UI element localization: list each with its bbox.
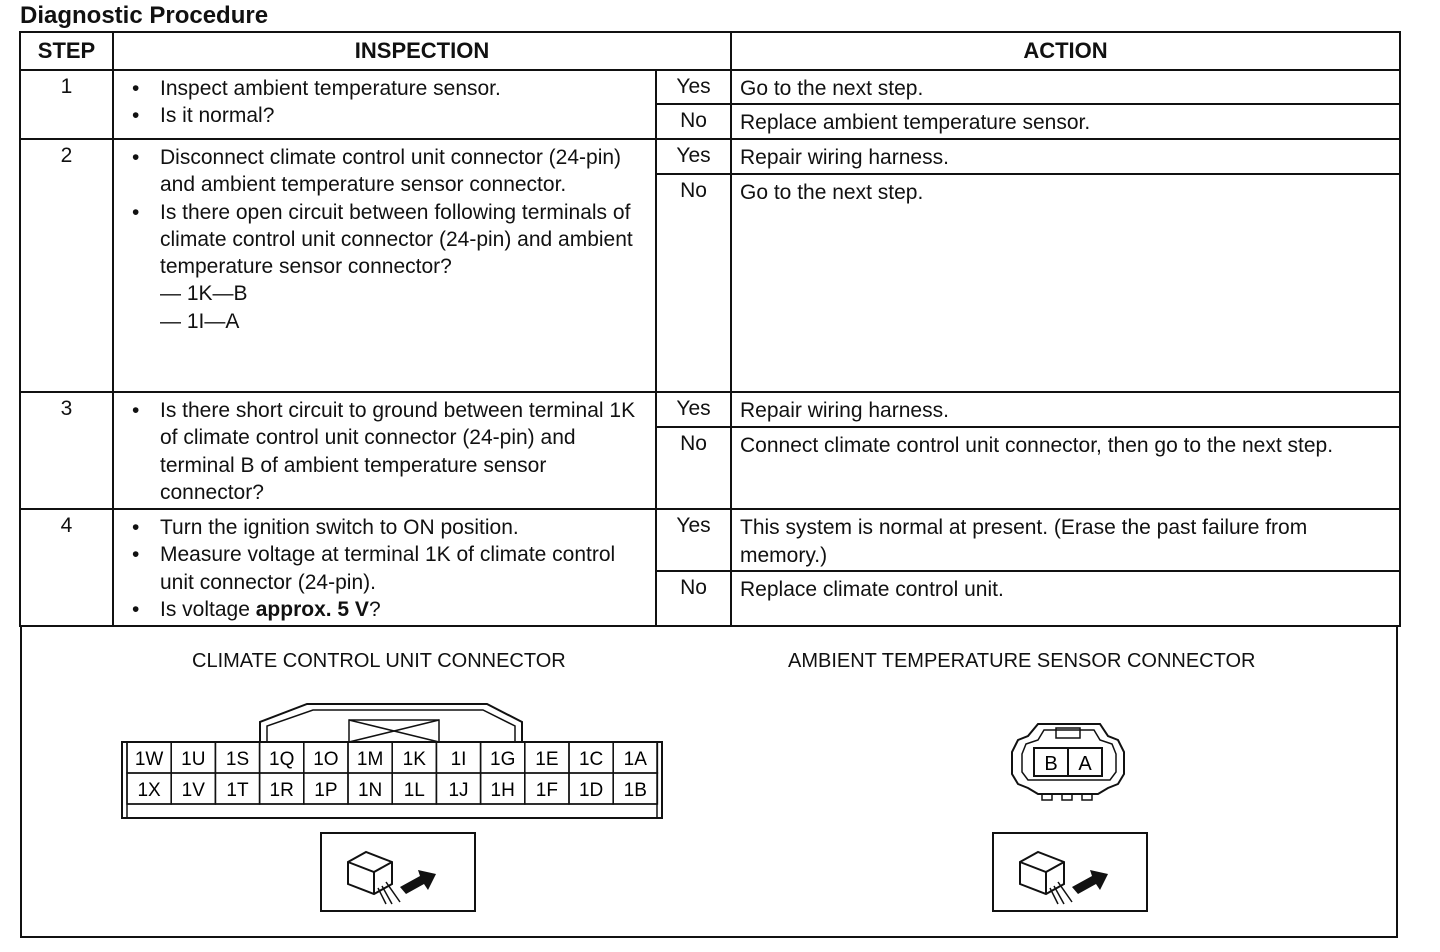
inspection-text: Is there open circuit between following terminals of climate control unit connector (24-pin) and ambient temperature sensor connector? — [160, 200, 633, 279]
ccu-terminal-label: 1U — [181, 749, 206, 770]
page-title: Diagnostic Procedure — [20, 2, 269, 29]
ccu-connector-diagram — [117, 698, 673, 824]
ccu-terminal-label: 1G — [490, 749, 516, 770]
yes-action: This system is normal at present. (Erase the past failure from memory.) — [731, 509, 1400, 571]
step-number: 2 — [20, 139, 113, 392]
step-number: 1 — [20, 70, 113, 139]
header-step: STEP — [20, 32, 113, 70]
inspection-item: • Inspect ambient temperature sensor. — [128, 75, 649, 102]
ccu-terminal-label: 1R — [269, 780, 294, 801]
inspection-cell — [113, 70, 656, 139]
ccu-terminal-label: 1N — [357, 780, 383, 801]
inspection-text: ? — [368, 598, 381, 622]
inspection-item: • Measure voltage at terminal 1K of climate control unit connector (24-pin). — [128, 541, 649, 596]
ats-terminal-label: B — [1044, 753, 1058, 775]
no-action: Replace ambient temperature sensor. — [731, 104, 1400, 139]
yes-action: Repair wiring harness. — [731, 392, 1400, 427]
ccu-terminal-label: 1Q — [269, 749, 295, 770]
connector-figure-panel — [20, 626, 1398, 938]
inspection-text: Is voltage — [160, 598, 256, 622]
table-row — [20, 392, 1400, 427]
no-label: No — [656, 174, 731, 392]
ccu-terminal-label: 1I — [450, 749, 467, 770]
diagnostic-table — [19, 31, 1401, 627]
ccu-terminal-label: 1M — [356, 749, 384, 770]
ccu-terminal-label: 1X — [137, 780, 161, 801]
table-row — [20, 139, 1400, 174]
no-action: Replace climate control unit. — [731, 571, 1400, 626]
ccu-terminal-label: 1B — [623, 780, 647, 801]
yes-label: Yes — [656, 139, 731, 174]
yes-action: Go to the next step. — [731, 70, 1400, 104]
ccu-terminal-label: 1W — [134, 749, 164, 770]
ccu-terminal-label: 1H — [490, 780, 515, 801]
yes-action: Repair wiring harness. — [731, 139, 1400, 174]
header-inspection: INSPECTION — [113, 32, 731, 70]
ccu-terminal-label: 1O — [313, 749, 339, 770]
terminal-pair: — 1K—B — [160, 282, 248, 306]
terminal-pair: — 1I—A — [160, 309, 240, 333]
ccu-terminal-label: 1F — [535, 780, 558, 801]
ccu-terminal-label: 1A — [623, 749, 647, 770]
ccu-terminal-label: 1J — [448, 780, 469, 801]
inspection-item — [128, 596, 649, 623]
harness-side-connector-icon — [992, 832, 1148, 912]
no-action: Connect climate control unit connector, then go to the next step. — [731, 427, 1400, 510]
ats-connector-diagram — [1010, 722, 1126, 804]
ats-terminal-label: A — [1078, 753, 1092, 775]
ccu-terminal-label: 1S — [225, 749, 250, 770]
inspection-cell — [113, 392, 656, 509]
inspection-item: • Is it normal? — [128, 102, 649, 129]
inspection-item: • Is there short circuit to ground between terminal 1K of climate control unit connector (24-pin) and terminal B of ambient temperature sensor connector? — [128, 397, 649, 506]
yes-label: Yes — [656, 70, 731, 104]
ccu-terminal-label: 1C — [578, 749, 604, 770]
no-action: Go to the next step. — [731, 174, 1400, 392]
ccu-terminal-label: 1K — [402, 749, 426, 770]
table-row — [20, 509, 1400, 571]
ccu-terminal-label: 1L — [403, 780, 425, 801]
header-action: ACTION — [731, 32, 1400, 70]
ccu-terminal-label: 1E — [535, 749, 559, 770]
ccu-terminal-label: 1V — [181, 780, 205, 801]
no-label: No — [656, 427, 731, 510]
inspection-item — [128, 199, 649, 335]
step-number: 3 — [20, 392, 113, 509]
ccu-terminal-label: 1D — [578, 780, 604, 801]
ccu-connector-label: CLIMATE CONTROL UNIT CONNECTOR — [192, 650, 566, 672]
harness-side-connector-icon — [320, 832, 476, 912]
no-label: No — [656, 104, 731, 139]
table-row — [20, 70, 1400, 104]
step-number: 4 — [20, 509, 113, 626]
ccu-terminal-label: 1P — [314, 780, 338, 801]
voltage-spec: approx. 5 V — [255, 598, 369, 622]
ccu-terminal-label: 1T — [226, 780, 249, 801]
no-label: No — [656, 571, 731, 626]
ats-connector-label: AMBIENT TEMPERATURE SENSOR CONNECTOR — [788, 650, 1256, 672]
yes-label: Yes — [656, 392, 731, 427]
yes-label: Yes — [656, 509, 731, 571]
inspection-cell — [113, 139, 656, 392]
table-header-row — [20, 32, 1400, 70]
inspection-item: • Disconnect climate control unit connector (24-pin) and ambient temperature sensor connector. — [128, 144, 649, 199]
inspection-cell — [113, 509, 656, 626]
inspection-item: • Turn the ignition switch to ON position. — [128, 514, 649, 541]
